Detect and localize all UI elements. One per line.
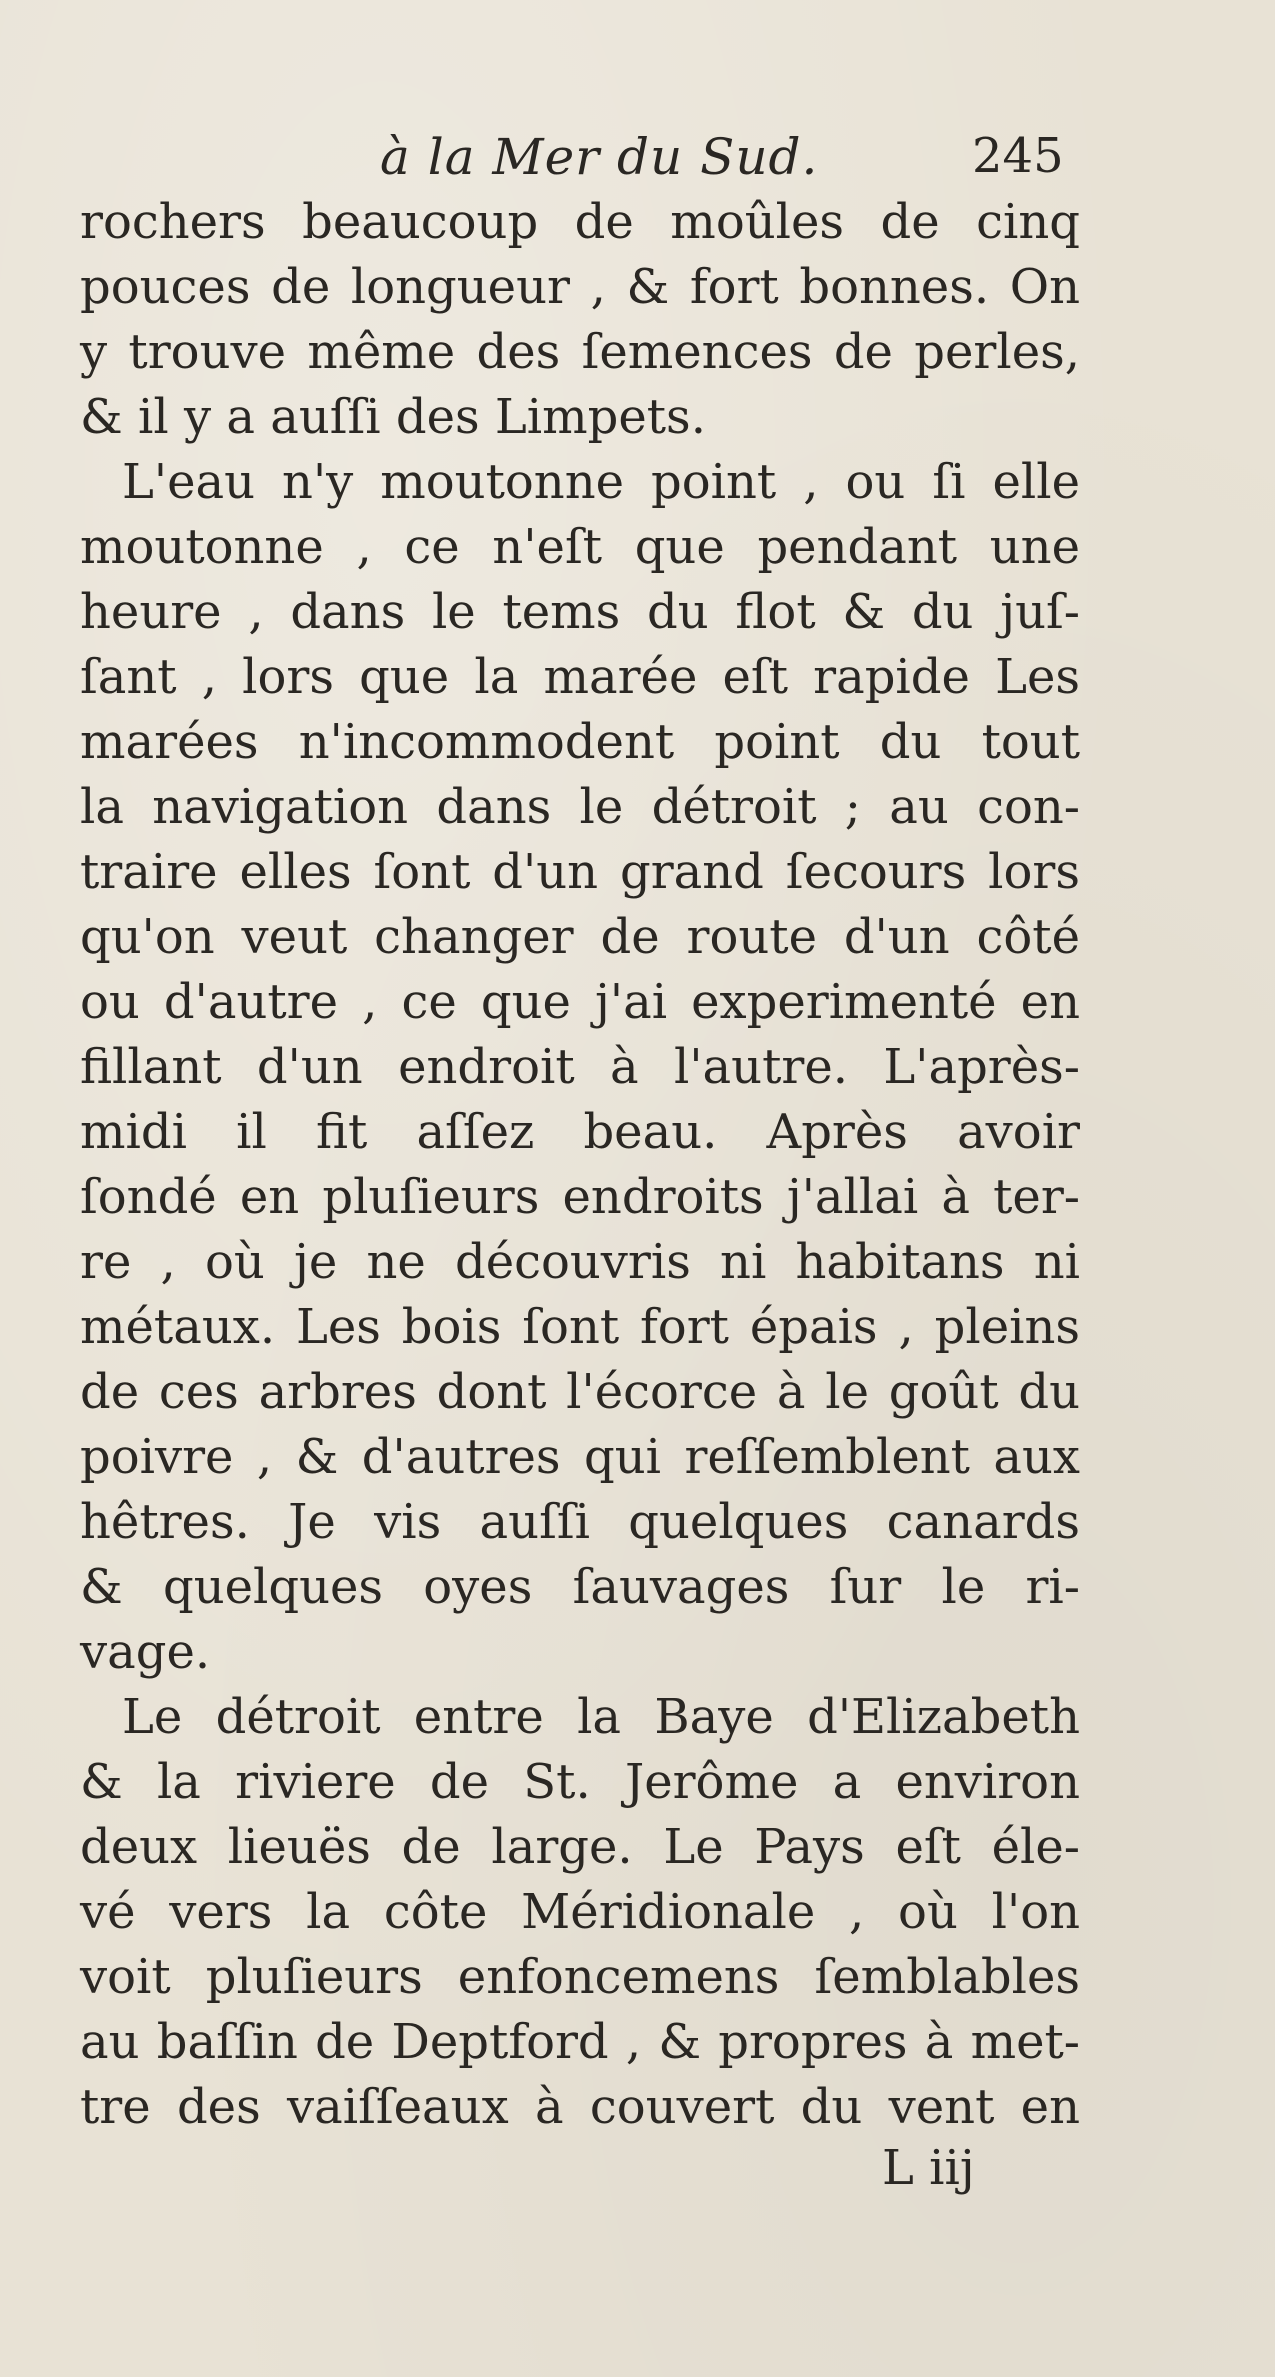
text-line: Le détroit entre la Baye d'Elizabeth: [122, 1689, 1080, 1745]
text-line: traire elles ſont d'un grand ſecours lors: [80, 844, 1080, 900]
text-line: qu'on veut changer de route d'un côté: [80, 909, 1080, 965]
text-line: ſant , lors que la marée eſt rapide Les: [80, 649, 1080, 705]
text-line: & la riviere de St. Jerôme a environ: [80, 1754, 1080, 1810]
text-line: deux lieuës de large. Le Pays eſt éle-: [80, 1819, 1080, 1875]
text-line: au baſſin de Deptford , & propres à met-: [80, 2014, 1080, 2070]
text-line: fillant d'un endroit à l'autre. L'après-: [80, 1039, 1080, 1095]
text-line: métaux. Les bois ſont fort épais , pleins: [80, 1299, 1080, 1355]
running-head: à la Mer du Sud.: [380, 128, 819, 186]
text-line: voit pluſieurs enfoncemens ſemblables: [80, 1949, 1080, 2005]
text-line: la navigation dans le détroit ; au con-: [80, 779, 1080, 835]
text-line: hêtres. Je vis auſſi quelques canards: [80, 1494, 1080, 1550]
text-line: de ces arbres dont l'écorce à le goût du: [80, 1364, 1080, 1420]
text-line: poivre , & d'autres qui reſſemblent aux: [80, 1429, 1080, 1485]
text-line: heure , dans le tems du flot & du juſ-: [80, 584, 1080, 640]
text-line: marées n'incommodent point du tout: [80, 714, 1080, 770]
text-line: vé vers la côte Méridionale , où l'on: [80, 1884, 1080, 1940]
body-text: [80, 190, 1080, 2140]
text-line: pouces de longueur , & fort bonnes. On: [80, 259, 1080, 315]
text-line: re , où je ne découvris ni habitans ni: [80, 1234, 1080, 1290]
page-header: [0, 128, 1275, 198]
page-footer: [0, 2140, 1275, 2200]
text-line: rochers beaucoup de moûles de cinq: [80, 194, 1080, 250]
text-line: midi il fit aſſez beau. Après avoir: [80, 1104, 1080, 1160]
text-line: moutonne , ce n'eſt que pendant une: [80, 519, 1080, 575]
text-line: & quelques oyes ſauvages ſur le ri-: [80, 1559, 1080, 1615]
text-line: y trouve même des ſemences de perles,: [80, 324, 1080, 380]
text-line: tre des vaiſſeaux à couvert du vent en: [80, 2079, 1080, 2135]
text-line: ou d'autre , ce que j'ai experimenté en: [80, 974, 1080, 1030]
signature-mark: L iij: [882, 2140, 975, 2196]
text-line: & il y a auſſi des Limpets.: [80, 389, 706, 445]
page-number: 245: [972, 128, 1064, 184]
text-line: L'eau n'y moutonne point , ou ſi elle: [122, 454, 1080, 510]
text-line: vage.: [80, 1624, 211, 1680]
text-line: ſondé en pluſieurs endroits j'allai à ter-: [80, 1169, 1080, 1225]
